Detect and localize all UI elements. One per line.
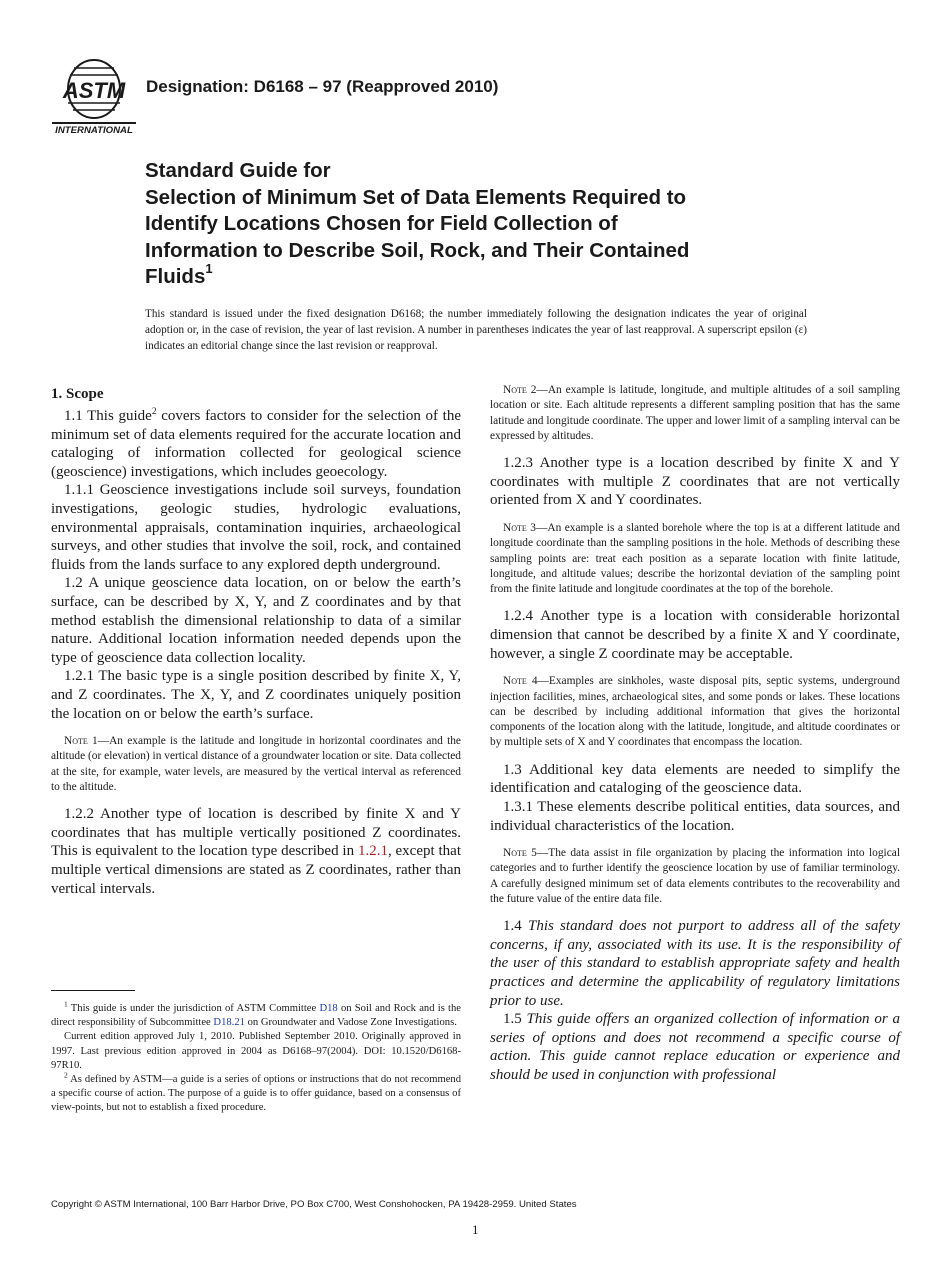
note: Note 3—An example is a slanted borehole where the top is at a different latitude and longitude coordinate than the sampling positions in the hole. Methods of describing these sampling points are: treat each position as a separate location with finite latitude, longitude, and altitude values; describe the horizontal deviation of the sampling point from the finite latitude and longitude coordinates at the top of the borehole. [490,521,900,596]
paragraph: 1.4 This standard does not purport to address all of the safety concerns, if any, associated with its use. It is the responsibility of the user of this standard to establish appropriate safety and health practices and determine the applicability of regulatory limitations prior to use. [490,918,901,1009]
footnote: Current edition approved July 1, 2010. Published September 2010. Originally approved in 1997. Last previous edition approved in 2004 as D6168–97(2004). DOI: 10.1520/D6168-97R10. [51,1031,461,1071]
note: Note 5—The data assist in file organization by placing the information into logical categories and to further identify the geoscience location by use of familiar terminology. A carefully designed minimum set of data elements contributes to the recoverability and the future value of the entire data file. [490,847,900,905]
title-footnote-mark: 1 [205,261,213,277]
paragraph: 1.1 This guide$^2$ covers factors to consider for the selection of the minimum set of data elements required for the accurate location and cataloging of information collected for geological science (geoscience) investigations, which includes geoecology. [51,407,462,480]
note-label: Note [503,384,527,396]
section-heading: 1. Scope [51,386,104,402]
footnote: $^1$ This guide is under the jurisdiction of ASTM Committee D18 on Soil and Rock and is the direct responsibility of Subcommittee D18.21 on Groundwater and Vadose Zone Investigations. [51,999,461,1029]
paragraph: 1.2.3 Another type is a location described by finite X and Y coordinates with multiple Z coordinates that are not vertically oriented from X and Y coordinates. [490,455,900,509]
astm-logo-icon [52,58,136,136]
note-label: Note [503,521,527,534]
title-line: Information to Describe Soil, Rock, and Their Contained [145,238,690,262]
paragraph: 1.2.1 The basic type is a single position described by finite X, Y, and Z coordinates. The X, Y, and Z coordinates uniquely position the location on or below the earth’s surface. [51,668,461,722]
title-line: Identify Locations Chosen for Field Collection of [145,212,618,235]
paragraph: 1.3.1 These elements describe political entities, data sources, and individual characteristics of the location. [490,798,900,834]
title-line: Standard Guide for [145,159,331,182]
note: Note 1—An example is the latitude and longitude in horizontal coordinates and the altitude (or elevation) in vertical distance of a groundwater location or site. Data collected at the site, for example, water levels, are measured by the vertical interval as referenced to the altitude. [51,735,461,793]
logo-subtext: INTERNATIONAL [55,125,133,136]
footnote-divider [51,990,135,991]
note-label: Note [503,847,527,860]
paragraph: 1.2.4 Another type is a location with considerable horizontal dimension that cannot be described by a finite X and Y coordinate, however, a single Z coordinate may be acceptable. [490,608,900,662]
footnotes [51,999,461,1116]
paragraph: 1.3 Additional key data elements are needed to simplify the identification and cataloging of the geoscience data. [490,761,900,797]
issue-note: This standard is issued under the fixed designation D6168; the number immediately following the designation indicates the year of original adoption or, in the case of revision, the year of last revision. A number in parentheses indicates the year of last reapproval. A superscript epsilon (ε) indicates an editorial change since the last revision or reapproval. [145,308,807,352]
title-last-word: Fluids [145,265,206,288]
logo-wordmark: ASTM [62,78,126,103]
paragraph: 1.2 A unique geoscience data location, on or below the earth’s surface, can be described by X, Y, and Z coordinates and by that method establish the dimensional relationship to data of a similar nature. Additional location information needed depends upon the type of geoscience data collection locality. [51,575,461,666]
note: Note 4—Examples are sinkholes, waste disposal pits, septic systems, underground injection facilities, mines, archaeological sites, and some ponds or lakes. These locations can be described by including additional information that gives the horizontal components of the location along with the latitude, longitude, and altitude coordinates or by multiple sets of X and Y coordinates that encompass the location. [490,675,900,749]
footnote-ref[interactable]: 2 [151,407,157,417]
title-line: Selection of Minimum Set of Data Elements Required to [145,185,687,209]
paragraph: 1.2.2 Another type of location is described by finite X and Y coordinates that has multiple vertically positioned Z coordinates. This is equivalent to the location type described in 1.2.1, except that multiple vertical dimensions are stated as Z coordinates, rather than vertical intervals. [51,806,461,897]
left-column [51,383,461,898]
note-label: Note [503,675,527,688]
document-title [145,158,825,291]
paragraph: 1.1.1 Geoscience investigations include soil surveys, foundation investigations, geologic studies, hydrologic evaluations, environmental appraisals, contamination inquiries, archaeological surveys, and other studies that involve the soil, rock, and contained fluids from the lands surface to any explored depth underground. [51,482,461,573]
section-link[interactable]: 1.2.1 [357,843,388,860]
note-label: Note [64,735,88,748]
subcommittee-link[interactable]: D18.21 [213,1017,245,1029]
paragraph: 1.5 This guide offers an organized collection of information or a series of options and does not recommend a specific course of action. This guide cannot replace education or experience and should be used in conjunction with professional [490,1011,900,1084]
footnote: $^2$ As defined by ASTM—a guide is a series of options or instructions that do not recommend a specific course of action. The purpose of a guide is to offer guidance, based on a consensus of view-points, but not to establish a fixed procedure. [51,1070,461,1114]
right-column [490,383,900,1085]
page-number: 1 [472,1222,479,1237]
copyright-notice: Copyright © ASTM International, 100 Barr Harbor Drive, PO Box C700, West Conshohocken, PA 19428-2959. United States [51,1199,577,1210]
designation: Designation: D6168 – 97 (Reapproved 2010) [146,77,499,96]
note: Note 2—An example is latitude, longitude, and multiple altitudes of a soil sampling location or site. Each altitude represents a different sampling position that has the same latitude and longitude coordinate. The upper and lower limit of a sampling interval can be expressed by altitudes. [490,384,900,442]
committee-link[interactable]: D18 [319,1003,338,1014]
title-line [145,261,825,291]
